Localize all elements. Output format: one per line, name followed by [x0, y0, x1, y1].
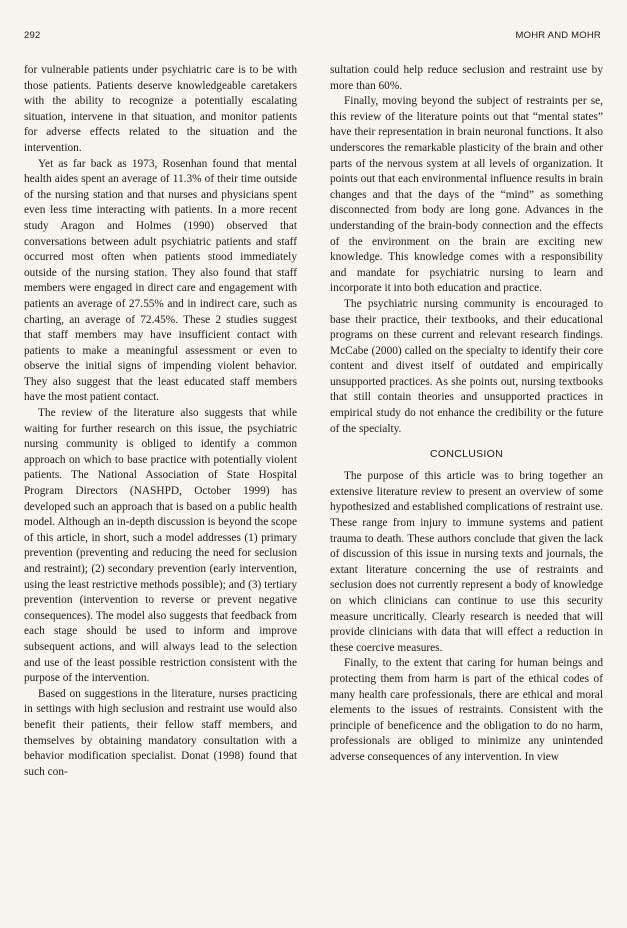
- page-header: [24, 30, 601, 44]
- body-paragraph: Yet as far back as 1973, Rosenhan found that mental health aides spent an average of 11.3% of their time outside of the nursing station and that nurses and physicians spent even less time interacting with patients. In a more recent study Aragon and Holmes (1990) observed that conversations between adult psychiatric patients and staff occurred most often when patients stood immediately outside of the nursing station. They also found that staff members were engaged in direct care and engagement with patients an average of 27.55% and in indirect care, such as charting, an average of 72.45%. These 2 studies suggest that staff members may have insufficient contact with patients to make a meaningful assessment or even to observe the initial signs of impending violent behavior. They also suggest that the least educated staff members have the most patient contact.: [24, 157, 297, 404]
- right-column: [330, 63, 603, 766]
- body-paragraph: Finally, moving beyond the subject of restraints per se, this review of the literature points out that “mental states” have their representation in brain neuronal functions. It also underscores the remarkable plasticity of the brain and other parts of the nervous system at all levels of organization. It points out that each environmental influence results in brain changes and that the days of the “mind” as something disconnected from body are long gone. Advances in the understanding of the brain-body connection and the effects of the environment on the brain are exciting new knowledge. This knowledge comes with a responsibility and mandate for psychiatric nursing to learn and incorporate it into both education and practice.: [330, 95, 603, 295]
- conclusion-heading: CONCLUSION: [429, 448, 503, 461]
- page-number: 292: [24, 30, 41, 41]
- body-paragraph: The purpose of this article was to bring together an extensive literature review to present an overview of some hypothesized and established complications of restraint use. These range from injury to immune systems and patient trauma to death. These authors conclude that given the lack of discussion of this issue in nursing texts and journals, the extant literature concerning the use of restraints and seclusion does not currently represent a body of knowledge on which clinicians can continue to use this security measure uncritically. Clearly research is needed that will provide clinicians with data that will effect a reduction in these coercive measures.: [330, 470, 603, 654]
- running-head: MOHR AND MOHR: [515, 30, 601, 41]
- body-paragraph: Based on suggestions in the literature, nurses practicing in settings with high seclusion and restraint use would also benefit their patients, their fellow staff members, and themselves by obtaining mandatory consultation with a behavior modification specialist. Donat (1998) found that such con-: [24, 687, 297, 778]
- body-paragraph: The review of the literature also suggests that while waiting for further research on this issue, the psychiatric nursing community is obliged to identify a common approach on which to base practice with potentially violent patients. The National Association of State Hospital Program Directors (NASHPD, October 1999) has developed such an approach that is based on a public health model. Although an in-depth discussion is beyond the scope of this article, in short, such a model addresses (1) primary prevention (preventing and reducing the need for seclusion and restraint); (2) secondary prevention (early intervention, using the least restrictive methods possible); and (3) tertiary prevention (intervention to reverse or prevent negative consequences). The model also suggests that feedback from each stage should be used to inform and improve subsequent actions, and will always lead to the selection and use of the least possible restriction consistent with the purpose of the intervention.: [24, 407, 297, 685]
- left-column: [24, 63, 297, 780]
- body-paragraph: Finally, to the extent that caring for human beings and protecting them from harm is part of the ethical codes of many health care professionals, there are ethical and moral elements to the issues of restraints. Consistent with the principle of beneficence and the obligation to do no harm, professionals are obliged to minimize any unintended adverse consequences of any intervention. In view: [330, 657, 603, 763]
- body-paragraph: The psychiatric nursing community is encouraged to base their practice, their textbooks, and their educational programs on these current and relevant research findings. McCabe (2000) called on the specialty to identify their core content and divest itself of outdated and empirically unsupported practices. As she points out, nursing textbooks that still contain theories and unsupported practices in empirical study do not enhance the credibility or the future of the specialty.: [330, 297, 603, 435]
- body-paragraph: for vulnerable patients under psychiatric care is to be with those patients. Patients deserve knowledgeable caretakers with the ability to recognize a potentially escalating situation, intervene in that situation, and monitor patients for adverse effects related to the situation and the intervention.: [24, 64, 297, 154]
- body-paragraph: sultation could help reduce seclusion and restraint use by more than 60%.: [330, 64, 603, 92]
